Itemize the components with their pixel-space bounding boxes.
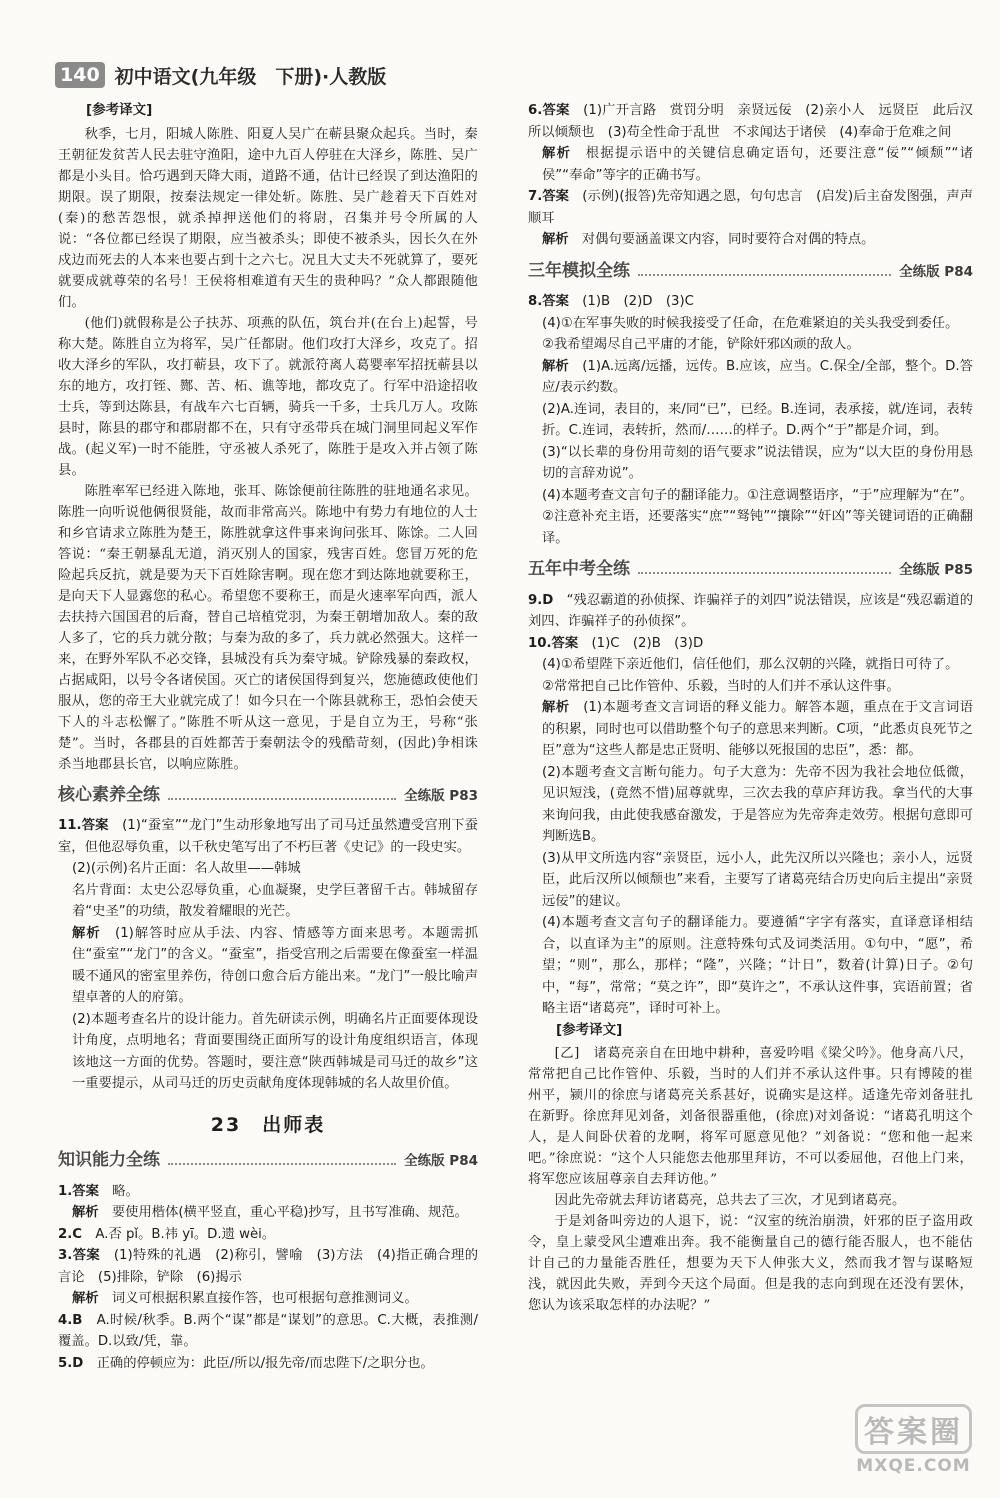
translation-paragraph: 于是刘备叫旁边的人退下，说：“汉室的统治崩溃，奸邪的臣子盗用政令，皇上蒙受风尘遭难出奔。我不能衡量自己的德行能否服人，也不能估计自己的力量能否胜任，想要为天下人伸张大义，然而我才智与谋略短浅，就因此失败，弄到今天这个局面。但是我的志向到现在还没有罢休，您认为该采取怎样的办法呢？” <box>528 1214 973 1313</box>
answer-text: 正确的停顿应为：此臣/所以/报先帝/而忠陛下/之职分也。 <box>96 1355 434 1371</box>
analysis-text: (1)解答时应从手法、内容、情感等方面来思考。本题需抓住“蚕室”“龙门”的含义。“蚕室”，指受宫刑之后需要在像蚕室一样温暖不通风的密室里养伤，待创口愈合后方能出来。“龙门”一般比喻声望卓著的人的府第。 <box>72 925 479 1005</box>
question-number: 4.B <box>58 1312 83 1328</box>
section-divider <box>638 572 891 574</box>
section-divider <box>638 274 891 276</box>
question-number: 10.答案 <box>528 635 579 651</box>
analysis-label: 解析 <box>542 232 569 247</box>
section-ref: 全练版 P83 <box>404 787 478 804</box>
section-ref: 全练版 P84 <box>899 263 973 280</box>
section-title: 知识能力全练 <box>58 1150 160 1170</box>
analysis-text: (2)A.连词，表目的，来/同“已”，已经。B.连词，表承接，就/连词，表转折。C.连词，表转折，然而/……的样子。D.两个“于”都是介词，到。 <box>542 401 973 438</box>
section-ref: 全练版 P85 <box>899 562 973 578</box>
translation-paragraph: (他们)就假称是公子扶苏、项燕的队伍，筑台并(在台上)起誓，号称大楚。陈胜自立为将军，吴广任都尉。他们攻打大泽乡，攻克了。招收大泽乡的军队，攻打蕲县，攻下了。就派符离人葛婴率军招抚蕲县以东的地方，攻打铚、酂、苦、柘、谯等地，都攻克了。行军中沿途招收士兵，等到达陈县，有战车六七百辆，骑兵一千多，士兵几万人。攻陈县时，陈县的郡守和郡尉都不在，只有守丞带兵在城门洞里同起义军作战。(起义军)一时不能胜，守丞被人杀死了，陈胜于是攻入并占领了陈县。 <box>58 315 478 478</box>
question-number: 7.答案 <box>528 189 569 204</box>
answer-text: A.时候/秋季。B.两个“谋”都是“谋划”的意思。C.大概，表推测/覆盖。D.以致/凭，靠。 <box>58 1312 478 1349</box>
question-2 <box>58 1224 478 1246</box>
analysis-text: (2)本题考查文言断句能力。句子大意为：先帝不因为我社会地位低微，见识短浅，(竟然不惜)屈尊就卑，三次去我的草庐拜访我。拿当代的大事来询问我，由此使我感奋激发，于是答应为先帝奔走效劳。根据句意即可判断选B。 <box>542 764 973 844</box>
page-number: 140 <box>55 62 105 88</box>
question-number: 1.答案 <box>58 1183 99 1199</box>
question-7 <box>528 186 973 251</box>
answer-text: (1)C (2)B (3)D <box>591 635 704 651</box>
answer-text: (1)B (2)D (3)C <box>582 294 694 309</box>
question-3 <box>58 1245 478 1310</box>
question-4 <box>58 1310 478 1353</box>
page-header <box>55 58 386 92</box>
translation-paragraph: 陈胜率军已经进入陈地，张耳、陈馀便前往陈胜的驻地通名求见。陈胜一向听说他俩很贤能，故而非常高兴。陈地中有势力有地位的人士和乡官请求立陈胜为楚王，陈胜就拿这件事来询问张耳、陈馀。二人回答说：“秦王朝暴乱无道，消灭别人的国家，残害百姓。您冒万死的危险起兵反抗，就是要为天下百姓除害啊。现在您才到达陈地就要称王，是向天下人显露您的私心。希望您不要称王，而是火速率军向西，派人去扶持六国国君的后裔，替自己培植党羽，为秦王朝增加敌人。秦的敌人多了，它的兵力就分散；与秦为敌的多了，兵力就必然强大。这样一来，在野外军队不必交锋，县城没有兵为秦守城。铲除残暴的秦政权，占据咸阳，以号令各诸侯国。灭亡的诸侯国得到复兴，您施德政使他们服从，您的帝王大业就完成了！如今只在一个陈县就称王，恐怕会使天下人的斗志松懈了。”陈胜不听从这一意见，于是自立为王，号称“张楚”。当时，各郡县的百姓都苦于秦朝法令的残酷苛刻，(因此)争相诛杀当地郡县长官，以响应陈胜。 <box>58 483 478 772</box>
analysis-text: (4)本题考查文言句子的翻译能力。要遵循“字字有落实，直译意译相结合，以直译为主”的原则。注意特殊句式及词类活用。①句中，“愿”，希望；“则”，那么，那样；“隆”，兴隆；“计日”，数着(计算)日子。②句中，“每”，常常；“莫之许”，即“莫许之”，不承认这件事，宾语前置；省略主语“诸葛亮”，译时可补上。 <box>542 915 973 1016</box>
analysis-label: 解析 <box>72 1205 99 1220</box>
watermark-logo: 答案圈 <box>855 1404 972 1454</box>
analysis-text: 要使用楷体(横平竖直，重心平稳)抄写，且书写准确、规范。 <box>111 1205 468 1220</box>
answer-text: (1)“蚕室”“龙门”生动形象地写出了司马迁虽然遭受宫刑下蚕室，但他忍辱负重，以千秋史笔写出了不朽巨著《史记》的一段史实。 <box>58 818 479 855</box>
translation-paragraph: 因此先帝就去拜访诸葛亮，总共去了三次，才见到诸葛亮。 <box>554 1193 906 1208</box>
analysis-label: 解析 <box>542 700 570 715</box>
analysis-label: 解析 <box>72 925 101 941</box>
section-title: 三年模拟全练 <box>528 260 630 281</box>
analysis-text: (3)“以长辈的身份用苛刻的语气要求”说法错误，应为“以大臣的身份用恳切的言辞劝说”。 <box>542 444 973 481</box>
analysis-label: 解析 <box>72 1291 99 1306</box>
section-header-core <box>58 785 478 808</box>
answer-text: 略。 <box>112 1183 139 1199</box>
analysis-text: (2)本题考查名片的设计能力。首先研读示例，明确名片正面要体现设计角度，点明地名；背面要围绕正面所写的设计角度组织语言，体现该地这一方面的优势。答题时，要注意“陕西韩城是司马迁的故乡”这一重要提示，从司马迁的历史贡献角度体现韩城的名人故里价值。 <box>72 1011 478 1091</box>
section-header-five-year <box>528 559 973 582</box>
answer-text: (1)广开言路 赏罚分明 亲贤远佞 (2)亲小人 远贤臣 此后汉所以倾颓也 (3)苟全性命于乱世 不求闻达于诸侯 (4)奉命于危难之间 <box>528 103 974 140</box>
answer-text: ②常常把自己比作管仲、乐毅，当时的人们并不承认这件事。 <box>542 678 900 694</box>
watermark-site: MXQE.COM <box>856 1456 971 1476</box>
section-divider <box>168 798 396 800</box>
question-number: 11.答案 <box>58 818 109 833</box>
analysis-text: (3)从甲文所选内容“亲贤臣，远小人，此先汉所以兴隆也；亲小人，远贤臣，此后汉所以倾颓也”来看，主要写了诸葛亮结合历史向后主提出“亲贤远佞”的建议。 <box>542 850 973 909</box>
answer-text: (示例)(报答)先帝知遇之恩，句句忠言 (启发)后主奋发图强，声声顺耳 <box>528 189 974 226</box>
chapter-title: 23 出师表 <box>210 1113 326 1136</box>
reference-translation-tag: [参考译文] <box>86 102 153 118</box>
analysis-text: 对偶句要涵盖课文内容，同时要符合对偶的特点。 <box>581 232 875 247</box>
section-header-three-year <box>528 261 973 284</box>
watermark <box>855 1404 972 1476</box>
answer-text: ②我希望竭尽自己平庸的才能，铲除奸邪凶顽的敌人。 <box>542 337 860 352</box>
question-number: 5.D <box>58 1355 84 1371</box>
question-number: 6.答案 <box>528 103 570 118</box>
analysis-text: (1)A.远离/远播，远传。B.应该，应当。C.保全/全部，整个。D.答应/表示约数。 <box>542 358 974 395</box>
question-number: 3.答案 <box>58 1248 101 1263</box>
question-9 <box>528 590 973 633</box>
analysis-label: 解析 <box>542 146 572 161</box>
question-number: 2.C <box>58 1226 83 1242</box>
book-title: 初中语文(九年级 下册)·人教版 <box>114 65 387 88</box>
analysis-text: (4)本题考查文言句子的翻译能力。①注意调整语序，“于”应理解为“在”。②注意补充主语，还要落实“庶”“驽钝”“攘除”“奸凶”等关键词语的正确翻译。 <box>542 487 973 546</box>
question-10 <box>528 633 973 1020</box>
reference-translation-tag: [参考译文] <box>556 1021 623 1038</box>
answer-text: A.否 pǐ。B.祎 yī。D.遗 wèi。 <box>95 1226 276 1242</box>
answer-text: (4)①希望陛下亲近他们，信任他们，那么汉朝的兴隆，就指日可待了。 <box>542 657 959 672</box>
answer-text: “残忍霸道的孙侦探、诈骗祥子的刘四”说法错误，应该是“残忍霸道的刘四、诈骗祥子的孙侦探”。 <box>528 592 974 629</box>
question-number: 9.D <box>528 592 554 608</box>
question-number: 8.答案 <box>528 294 569 309</box>
section-title: 五年中考全练 <box>528 559 630 579</box>
section-divider <box>168 1163 396 1165</box>
answer-text: (4)①在军事失败的时候我接受了任命，在危难紧迫的关头我受到委任。 <box>542 315 959 331</box>
right-column <box>528 100 973 1316</box>
analysis-label: 解析 <box>542 358 569 374</box>
translation-paragraph: 秋季，七月，阳城人陈胜、阳夏人吴广在蕲县聚众起兵。当时，秦王朝征发贫苦人民去驻守渔阳，途中九百人停驻在大泽乡，陈胜、吴广都是小头目。恰巧遇到天降大雨，道路不通，估计已经误了到达渔阳的期限。误了期限，按秦法规定一律处斩。陈胜、吴广趁着天下百姓对(秦)的愁苦怨恨，就杀掉押送他们的将尉，召集并号令所属的人说：“各位都已经误了期限，应当被杀头；即使不被杀头，因长久在外戍边而死去的人本来也要占到十之六七。况且大丈夫不死就算了，要死就要成就尊荣的名号！王侯将相难道有天生的贵种吗？”众人都跟随他们。 <box>58 126 478 310</box>
analysis-text: 根据提示语中的关键信息确定语句，还要注意“佞”“倾颓”“诸侯”“奉命”等字的正确书写。 <box>542 146 973 183</box>
translation-paragraph: [乙] 诸葛亮亲自在田地中耕种，喜爱吟唱《梁父吟》。他身高八尺，常常把自己比作管仲、乐毅，当时的人们并不承认这件事。只有博陵的崔州平，颍川的徐庶与诸葛亮关系甚好，说确实是这样。适逢先帝刘备驻扎在新野。徐庶拜见刘备，刘备很器重他，(徐庶)对刘备说：“诸葛孔明这个人，是人间卧伏着的龙啊，将军可愿意见他？”刘备说：“您和他一起来吧。”徐庶说：“这个人只能您去他那里拜访，不可以委屈他，召他上门来，将军您应该屈尊亲自去拜访他。” <box>528 1046 973 1187</box>
section-header-knowledge <box>58 1150 478 1173</box>
analysis-text: 词义可根据积累直接作答，也可根据句意推测词义。 <box>111 1291 418 1306</box>
question-1 <box>58 1181 478 1224</box>
question-5 <box>58 1353 478 1375</box>
analysis-text: (1)本题考查文言词语的释义能力。解答本题，重点在于文言词语的积累，同时也可以借助整个句子的意思来判断。C项，“此悉贞良死节之臣”意为“这些人都是忠正贤明、能够以死报国的忠臣”，悉：都。 <box>542 700 974 758</box>
question-11 <box>58 815 478 1095</box>
answer-text: (1)特殊的礼遇 (2)称引，譬喻 (3)方法 (4)指正确合理的言论 (5)排除，铲除 (6)揭示 <box>58 1248 479 1285</box>
question-8 <box>528 291 973 549</box>
answer-text: 名片背面：太史公忍辱负重，心血凝聚，史学巨著留千古。韩城留存着“史圣”的功绩，散发着耀眼的光芒。 <box>72 882 478 919</box>
answer-text: (2)(示例)名片正面：名人故里——韩城 <box>72 861 301 876</box>
question-6 <box>528 100 973 186</box>
section-ref: 全练版 P84 <box>404 1153 478 1169</box>
left-column <box>58 100 478 1374</box>
section-title: 核心素养全练 <box>58 784 160 805</box>
